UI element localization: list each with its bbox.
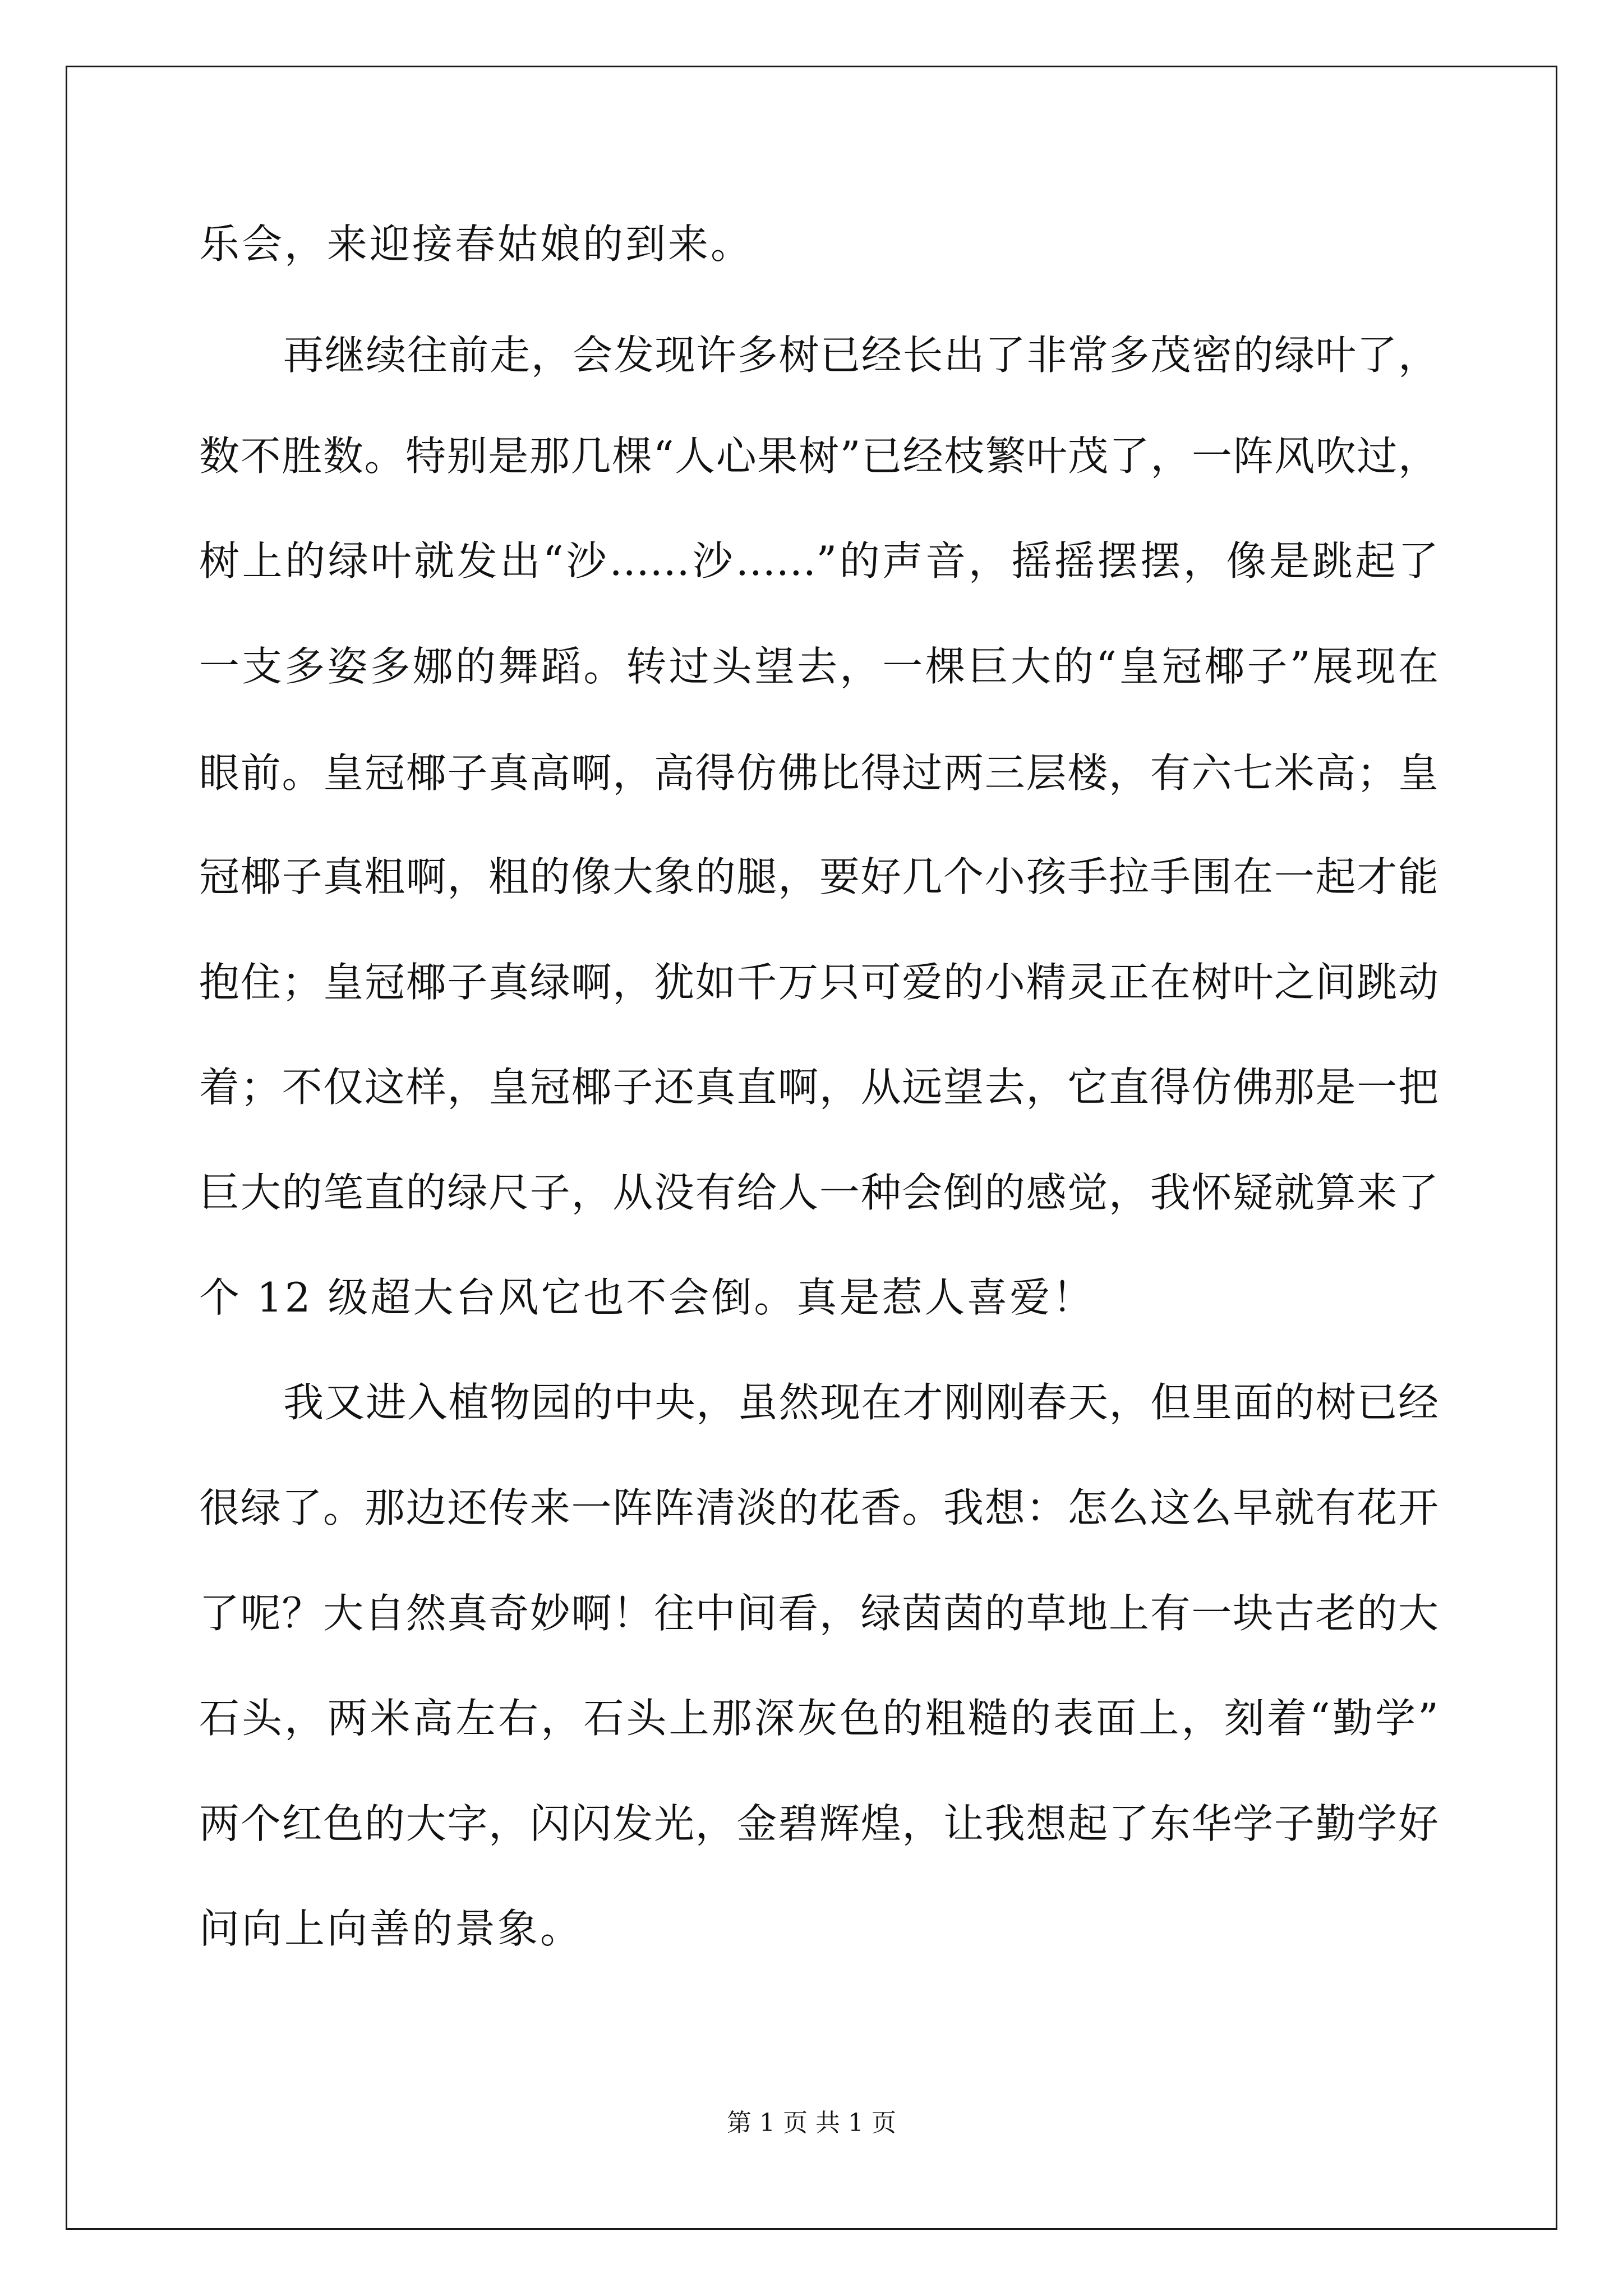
text-line: 着；不仅这样，皇冠椰子还真直啊，从远望去，它直得仿佛那是一把	[199, 1064, 1438, 1111]
text-line: 石头，两米高左右，石头上那深灰色的粗糙的表面上，刻着“勤学”	[199, 1695, 1438, 1742]
text-line: 数不胜数。特别是那几棵“人心果树”已经枝繁叶茂了，一阵风吹过，	[199, 432, 1438, 480]
text-line: 两个红色的大字，闪闪发光，金碧辉煌，让我想起了东华学子勤学好	[199, 1800, 1438, 1847]
text-line: 我又进入植物园的中央，虽然现在才刚刚春天，但里面的树已经	[283, 1379, 1438, 1426]
text-line: 冠椰子真粗啊，粗的像大象的腿，要好几个小孩手拉手围在一起才能	[199, 853, 1438, 900]
text-line: 很绿了。那边还传来一阵阵清淡的花香。我想：怎么这么早就有花开	[199, 1484, 1438, 1531]
text-line: 乐会，来迎接春姑娘的到来。	[199, 220, 754, 268]
text-line: 巨大的笔直的绿尺子，从没有给人一种会倒的感觉，我怀疑就算来了	[199, 1169, 1438, 1216]
text-line: 了呢？大自然真奇妙啊！往中间看，绿茵茵的草地上有一块古老的大	[199, 1590, 1438, 1637]
text-line: 个 12 级超大台风它也不会倒。真是惹人喜爱！	[199, 1274, 1095, 1321]
text-line: 抱住；皇冠椰子真绿啊，犹如千万只可爱的小精灵正在树叶之间跳动	[199, 959, 1438, 1006]
text-line: 一支多姿多娜的舞蹈。转过头望去，一棵巨大的“皇冠椰子”展现在	[199, 643, 1438, 690]
page-number-footer: 第 1 页 共 1 页	[727, 2109, 896, 2137]
text-line: 树上的绿叶就发出“沙……沙……”的声音，摇摇摆摆，像是跳起了	[199, 537, 1438, 585]
text-line: 眼前。皇冠椰子真高啊，高得仿佛比得过两三层楼，有六七米高；皇	[199, 749, 1438, 797]
text-line: 问向上向善的景象。	[199, 1905, 583, 1952]
text-line: 再继续往前走，会发现许多树已经长出了非常多茂密的绿叶了，	[283, 332, 1438, 379]
